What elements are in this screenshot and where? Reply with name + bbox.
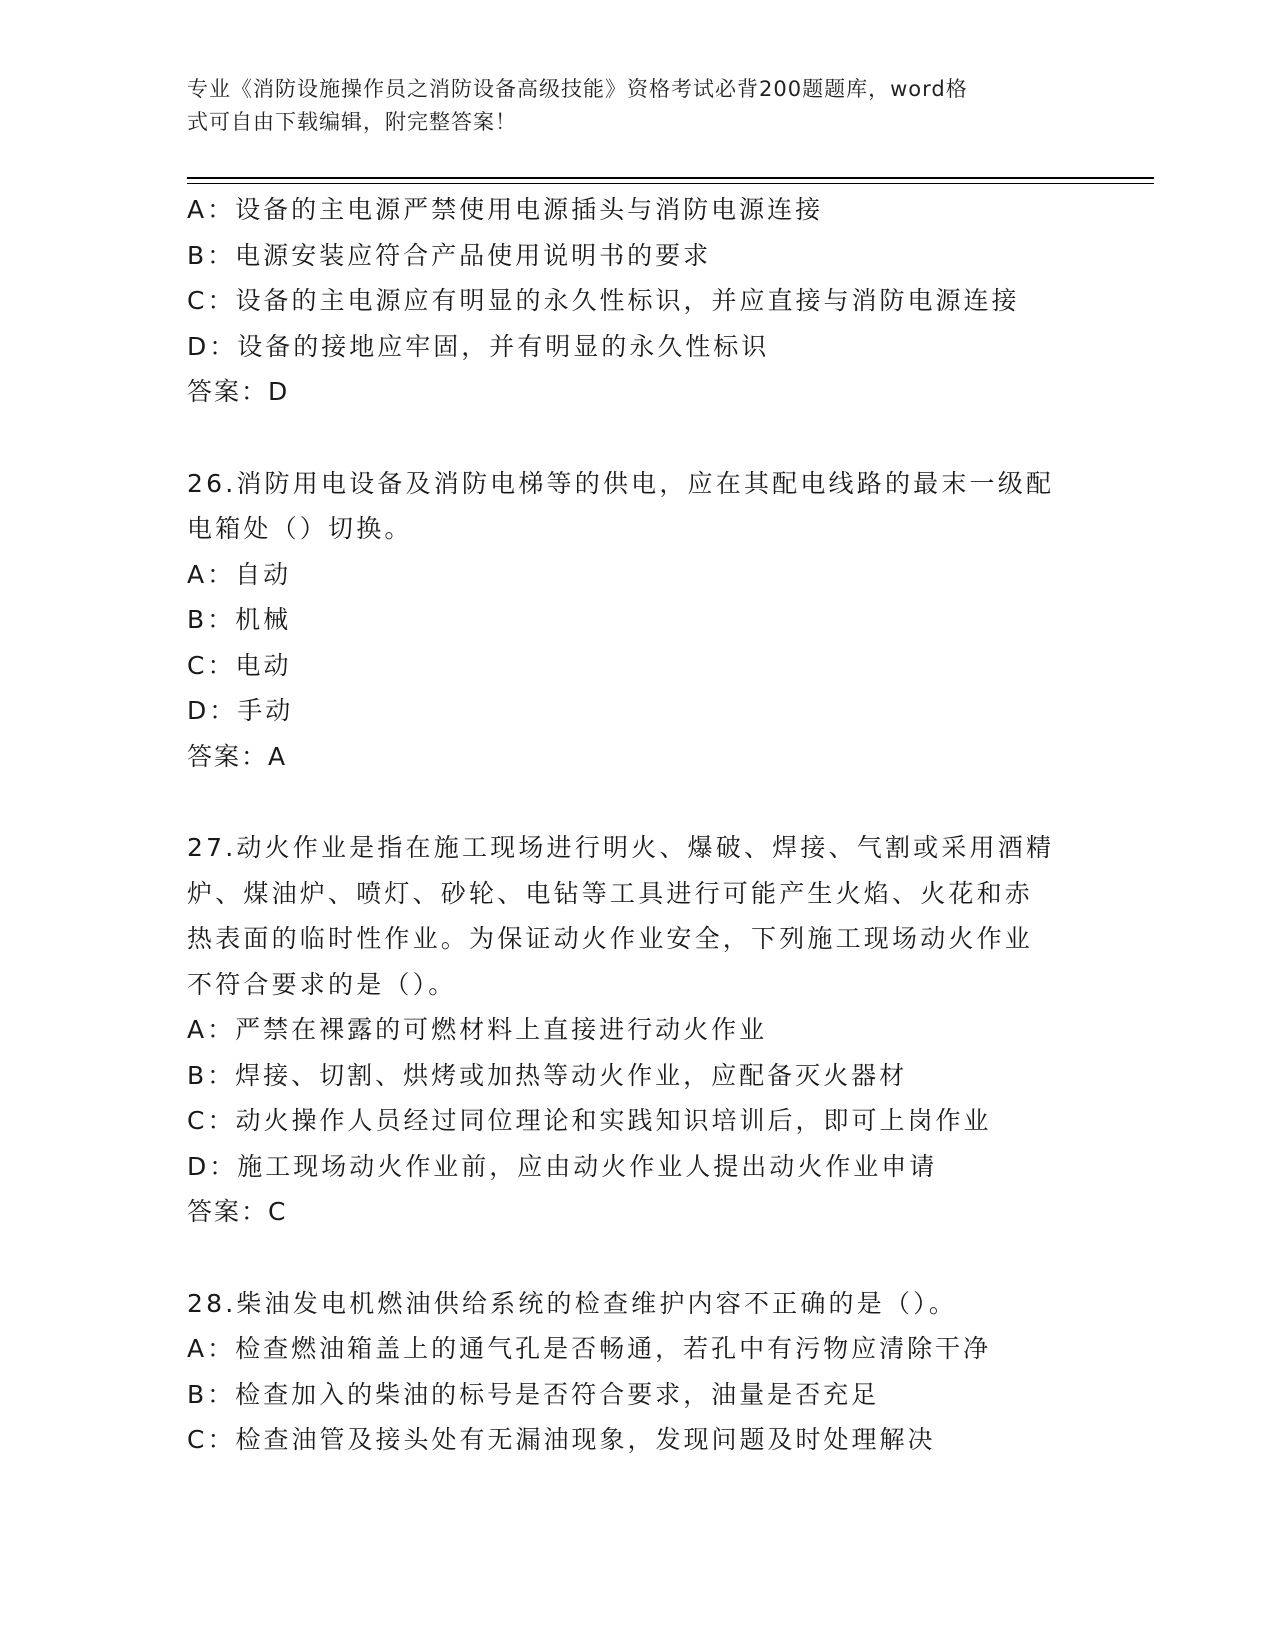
question-text-line: 27.动火作业是指在施工现场进行明火、爆破、焊接、气割或采用酒精 — [187, 833, 1055, 862]
option-a: A：检查燃油箱盖上的通气孔是否畅通，若孔中有污物应清除干净 — [187, 1334, 992, 1363]
option-d: D：手动 — [187, 696, 294, 725]
question-text — [187, 1281, 1087, 1327]
question-28 — [187, 1281, 1087, 1463]
question-text — [187, 825, 1087, 1007]
option-a: A：自动 — [187, 559, 292, 589]
document-header — [187, 73, 1077, 139]
option-b: B：焊接、切割、烘烤或加热等动火作业，应配备灭火器材 — [187, 1060, 908, 1090]
question-text-line: 炉、煤油炉、喷灯、砂轮、电钻等工具进行可能产生火焰、火花和赤 — [187, 878, 1034, 908]
header-line-2: 式可自由下载编辑，附完整答案！ — [187, 110, 517, 134]
option-d: D：设备的接地应牢固，并有明显的永久性标识 — [187, 331, 770, 361]
answer-line: 答案：C — [187, 1197, 288, 1226]
header-rule-thin — [187, 183, 1154, 184]
option-a: A：设备的主电源严禁使用电源插头与消防电源连接 — [187, 195, 824, 224]
question-text-line: 电箱处（）切换。 — [187, 514, 413, 543]
question-27 — [187, 825, 1087, 1235]
option-c: C：动火操作人员经过同位理论和实践知识培训后，即可上岗作业 — [187, 1106, 992, 1135]
question-text-line: 28.柴油发电机燃油供给系统的检查维护内容不正确的是（）。 — [187, 1288, 958, 1318]
answer-line: 答案：A — [187, 741, 288, 771]
option-c: C：检查油管及接头处有无漏油现象，发现问题及时处理解决 — [187, 1425, 936, 1454]
question-content — [187, 187, 1087, 1463]
header-line-1: 专业《消防设施操作员之消防设备高级技能》资格考试必背200题题库，word格 — [187, 77, 968, 101]
spacer — [187, 779, 1087, 825]
option-c: C：电动 — [187, 650, 292, 680]
header-rule-thick — [187, 177, 1154, 179]
question-25-continuation — [187, 187, 1087, 415]
answer-line: 答案：D — [187, 377, 290, 406]
option-d: D：施工现场动火作业前，应由动火作业人提出动火作业申请 — [187, 1151, 938, 1181]
option-a: A：严禁在裸露的可燃材料上直接进行动火作业 — [187, 1015, 768, 1044]
question-text-line: 26.消防用电设备及消防电梯等的供电，应在其配电线路的最末一级配 — [187, 468, 1055, 498]
question-26 — [187, 461, 1087, 780]
question-text-line: 热表面的临时性作业。为保证动火作业安全，下列施工现场动火作业 — [187, 924, 1034, 953]
option-b: B：电源安装应符合产品使用说明书的要求 — [187, 240, 712, 270]
spacer — [187, 415, 1087, 461]
question-text — [187, 461, 1087, 552]
option-b: B：机械 — [187, 605, 292, 634]
spacer — [187, 1235, 1087, 1281]
option-b: B：检查加入的柴油的标号是否符合要求，油量是否充足 — [187, 1379, 880, 1409]
question-text-line: 不符合要求的是（）。 — [187, 969, 457, 999]
option-c: C：设备的主电源应有明显的永久性标识，并应直接与消防电源连接 — [187, 286, 1020, 315]
